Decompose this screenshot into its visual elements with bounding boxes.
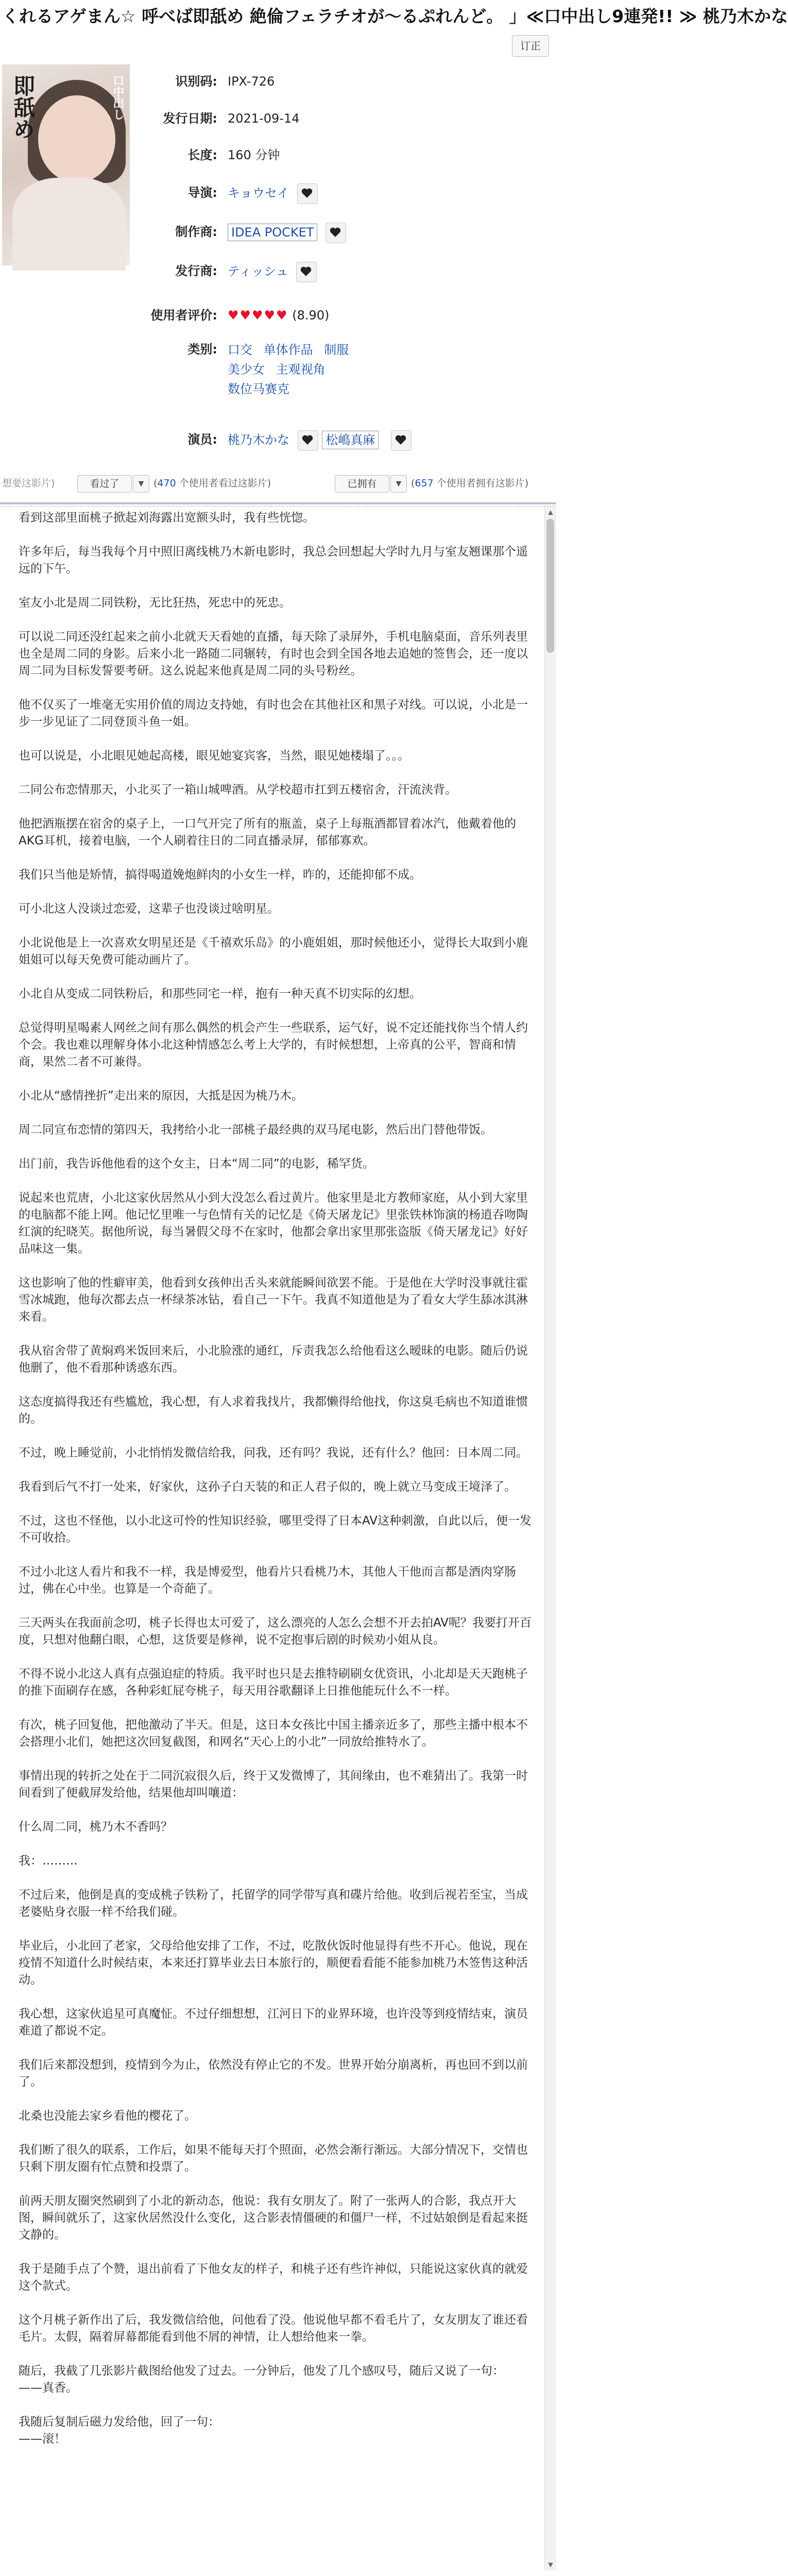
watched-count-text	[153, 473, 271, 494]
length-label: 长度:	[187, 148, 217, 162]
review-paragraph: 我从宿舍带了黄焖鸡米饭回来后，小北脸涨的通红，斥责我怎么给他看这么暧昧的电影。随后仍说他删了，他不看那种诱惑东西。	[19, 1344, 528, 1375]
genre-tag[interactable]: 数位马赛克	[228, 382, 289, 396]
heart-icon	[395, 435, 406, 445]
review-paragraph: 这也影响了他的性癖审美，他看到女孩伸出舌头来就能瞬间欲罢不能。于是他在大学时没事就往霍雪冰城跑，他每次都去点一杯绿茶冰钻，看自己一下午。我真不知道他是为了看女大学生舔冰淇淋来看。	[19, 1276, 528, 1324]
review-paragraph: 不得不说小北这人真有点强迫症的特质。我平时也只是去推特刷刷女优资讯，小北却是天天跑桃子的推下面刷存在感，各种彩虹屁夸桃子，每天用谷歌翻译上日推他能玩什么不一样。	[19, 1667, 528, 1698]
review-paragraph: 前两天朋友圈突然刷到了小北的新动态，他说：我有女朋友了。附了一张两人的合影，我点开大图，瞬间就乐了，这家伙居然没什么变化，这合影表情僵硬的和僵尸一样，不过姑娘倒是看起来挺文静的。	[19, 2194, 528, 2242]
cover-caption-left: 即舐め	[10, 75, 36, 140]
actor-link[interactable]: 松嶋真麻	[322, 431, 379, 449]
maker-cell	[228, 223, 537, 243]
review-paragraph: 他不仅买了一堆毫无实用价值的周边支持她，有时也会在其他社区和黑子对线。可以说，小北是一步一步见证了二同登顶斗鱼一姐。	[19, 698, 528, 728]
rating-label: 使用者评价:	[150, 308, 217, 323]
review-paragraph: 出门前，我告诉他他看的这个女主，日本“周二同”的电影，稀罕货。	[19, 1157, 374, 1171]
review-paragraph: 不过，晚上睡觉前，小北悄悄发微信给我，问我，还有吗？我说，还有什么？他回：日本周二同。	[19, 1446, 528, 1460]
genre-tag[interactable]: 制服	[324, 343, 349, 357]
review-paragraph: 小北说他是上一次喜欢女明星还是《千禧欢乐岛》的小鹿姐姐，那时候他还小，觉得长大取到小鹿姐姐可以每天免费可能动画片了。	[19, 936, 528, 967]
publisher-favorite-button[interactable]	[296, 262, 317, 282]
movie-cover-image[interactable]	[2, 64, 130, 265]
review-paragraph: 周二同宣布恋情的第四天，我拷给小北一部桃子最经典的双马尾电影，然后出门替他带饭。	[19, 1123, 492, 1137]
watched-count-link[interactable]: 470	[157, 478, 176, 489]
watched-count-open: (	[153, 478, 158, 489]
review-paragraph: 室友小北是周二同铁粉，无比狂热，死忠中的死忠。	[19, 596, 291, 609]
user-stats-bar	[0, 473, 556, 494]
review-paragraph: 我心想，这家伙追星可真魔怔。不过仔细想想，江河日下的业界环境，也许没等到疫情结束，演员难道了都说不定。	[19, 2007, 528, 2038]
correct-button[interactable]: 订正	[512, 35, 549, 57]
want-count-text: 想要这影片)	[2, 478, 55, 489]
scrollbar-thumb[interactable]	[546, 519, 554, 653]
actor-favorite-button[interactable]	[391, 430, 412, 451]
review-paragraph: 什么周二同，桃乃木不香吗？	[19, 1820, 173, 1834]
owned-count-suffix: 个使用者拥有这影片)	[433, 478, 529, 489]
owned-dropdown[interactable]: ▼	[390, 475, 407, 493]
maker-link[interactable]: IDEA POCKET	[228, 224, 317, 241]
review-paragraph: 小北自从变成二同铁粉后，和那些同宅一样，抱有一种天真不切实际的幻想。	[19, 987, 421, 1001]
actor-link[interactable]: 桃乃木かな	[228, 433, 289, 447]
review-paragraph: 我随后复制后磁力发给他，回了一句： ——滚！	[19, 2415, 220, 2446]
director-label: 导演:	[187, 185, 217, 200]
movie-title: くれるアゲまん☆ 呼べば即舐め 絶倫フェラチオが～るぷれんど。 」≪口中出し9連発!! ≫ 桃乃木かな	[2, 6, 788, 26]
maker-label: 制作商:	[175, 225, 217, 239]
genre-tag[interactable]: 主观视角	[276, 362, 326, 377]
id-label: 识别码:	[175, 74, 217, 89]
review-paragraph: 毕业后，小北回了老家，父母给他安排了工作，不过，吃散伙饭时他显得有些不开心。他说，现在疫情不知道什么时候结束，本来还打算毕业去日本旅行的，顺便看看能不能参加桃乃木签售这种活动。	[19, 1939, 528, 1987]
scroll-up-arrow-icon[interactable]: ▲	[548, 509, 553, 516]
review-paragraph: 二同公布恋情那天，小北买了一箱山城啤酒。从学校超市扛到五楼宿舍，汗流浃背。	[19, 783, 457, 796]
review-paragraph: 不过后来，他倒是真的变成桃子铁粉了，托留学的同学带写真和碟片给他。收到后视若至宝，当成老婆贴身衣服一样不给我们碰。	[19, 1888, 528, 1919]
review-paragraph: 事情出现的转折之处在于二同沉寂很久后，终于又发微博了，其间缘由，也不难猜出了。我第一时间看到了便截屏发给他，结果他却叫嚷道：	[19, 1769, 528, 1800]
review-paragraph: 我于是随手点了个赞，退出前看了下他女友的样子，和桃子还有些许神似，只能说这家伙真的就爱这个款式。	[19, 2262, 528, 2293]
director-cell	[228, 183, 537, 204]
watched-button[interactable]: 看过了	[77, 475, 132, 493]
rating-cell	[228, 306, 537, 325]
id-value: IPX-726	[228, 74, 275, 89]
review-paragraph: 可小北这人没谈过恋爱，这辈子也没谈过啥明星。	[19, 902, 279, 916]
review-scroll-area[interactable]	[0, 506, 543, 2570]
cast-label: 演员:	[187, 432, 217, 447]
review-panel	[0, 506, 556, 2570]
date-label: 发行日期:	[163, 111, 217, 126]
review-paragraph: 这态度搞得我还有些尴尬，我心想，有人求着我找片，我都懒得给他找，你这臭毛病也不知道谁惯的。	[19, 1395, 528, 1426]
review-paragraph: 有次，桃子回复他，把他激动了半天。但是，这日本女孩比中国主播亲近多了，那些主播中根本不会搭理小北们，她把这次回复截图，和网名“天心上的小北”一同放给推特水了。	[19, 1718, 528, 1749]
rating-hearts: ♥♥♥♥♥	[228, 308, 288, 323]
review-scrollbar[interactable]	[544, 506, 556, 2570]
review-paragraph: 我：………	[19, 1854, 78, 1868]
review-paragraph: 北桑也没能去家乡看他的樱花了。	[19, 2109, 196, 2123]
rating-value: (8.90)	[292, 308, 330, 323]
review-text	[19, 510, 539, 2465]
actor-favorite-button[interactable]	[298, 430, 318, 451]
heart-icon	[330, 227, 341, 238]
review-paragraph: 我们后来都没想到，疫情到今为止，依然没有停止它的不发。世界开始分崩离析，再也回不到以前了。	[19, 2058, 528, 2089]
heart-icon	[302, 435, 313, 445]
owned-count-link[interactable]: 657	[415, 478, 434, 489]
publisher-link[interactable]: ティッシュ	[228, 264, 288, 279]
genre-tag[interactable]: 单体作品	[263, 343, 313, 357]
review-paragraph: 也可以说是，小北眼见她起高楼，眼见她宴宾客，当然，眼见她楼塌了。。。	[19, 749, 409, 762]
maker-favorite-button[interactable]	[326, 223, 346, 243]
review-paragraph: 许多年后，每当我每个月中照旧离线桃乃木新电影时，我总会回想起大学时九月与室友翘课那个遥远的下午。	[19, 545, 528, 575]
review-paragraph: 三天两头在我面前念叨，桃子长得也太可爱了，这么漂亮的人怎么会想不开去拍AV呢？我要打开百度，只想对他翻白眼，心想，这货要是修禅，说不定抱事后剧的时候劝小姐从良。	[19, 1616, 532, 1647]
page-header	[0, 0, 788, 64]
watched-count-suffix: 个使用者看过这影片)	[176, 478, 271, 489]
scroll-down-arrow-icon[interactable]: ▼	[548, 2561, 553, 2568]
section-divider	[0, 502, 556, 504]
publisher-label: 发行商:	[175, 264, 217, 278]
review-paragraph: 随后，我截了几张影片截图给他发了过去。一分钟后，他发了几个感叹号，随后又说了一句： ——真香。	[19, 2364, 504, 2395]
publisher-cell	[228, 262, 537, 282]
genre-label: 类别:	[187, 342, 217, 357]
review-paragraph: 我们只当他是矫情，搞得喝道娩炮鲜肉的小女生一样，昨的，还能抑郁不成。	[19, 868, 421, 882]
owned-button[interactable]: 已拥有	[335, 475, 389, 493]
review-paragraph: 他把酒瓶摆在宿舍的桌子上，一口气开完了所有的瓶盖，桌子上每瓶酒都冒着冰汽，他戴着他的AKG耳机，接着电脑，一个人刷着往日的二同直播录屏，郁郁寡欢。	[19, 817, 516, 848]
review-paragraph: 我们断了很久的联系，工作后，如果不能每天打个照面，必然会渐行渐远。大部分情况下，交情也只剩下朋友圈有忙点赞和投票了。	[19, 2143, 528, 2174]
cover-figure-face	[38, 95, 115, 183]
owned-count-text	[411, 473, 528, 494]
heart-icon	[300, 266, 312, 277]
director-favorite-button[interactable]	[297, 183, 318, 204]
cover-figure-body	[12, 178, 126, 270]
date-value: 2021-09-14	[228, 111, 300, 126]
review-paragraph: 总觉得明星喝素人网丝之间有那么偶然的机会产生一些联系，运气好，说不定还能找你当个情人约个会。我也难以理解身体小北这种情感怎么考上大学的，有时候想想，上帝真的公平，智商和情商，果然二者不可兼得。	[19, 1021, 528, 1069]
genre-tag[interactable]: 口交	[228, 343, 252, 357]
review-paragraph: 这个月桃子新作出了后，我发微信给他，问他看了没。他说他早都不看毛片了，女友朋友了谁还看毛片。太假，隔着屏幕都能看到他不屑的神情，让人想给他来一拳。	[19, 2313, 528, 2344]
genre-tag[interactable]: 美少女	[228, 362, 265, 377]
cover-caption-right: 口中出し	[111, 75, 124, 120]
review-paragraph: 说起来也荒唐，小北这家伙居然从小到大没怎么看过黄片。他家里是北方教师家庭，从小到大家里的电脑都不能上网。他记忆里唯一与色情有关的记忆是《倚天屠龙记》里张铁林饰演的杨逍吞吻陶红演的纪晓芙。据他所说，每当暑假父母不在家时，他都会拿出家里那张盗版《倚天屠龙记》好好品味这一集。	[19, 1191, 528, 1256]
review-paragraph: 不过小北这人看片和我不一样，我是博爱型，他看片只看桃乃木，其他人干他而言都是酒肉穿肠过，佛在心中坐。也算是一个奇葩了。	[19, 1565, 516, 1596]
cast-list	[228, 430, 537, 451]
review-paragraph: 可以说二同还没红起来之前小北就天天看她的直播，每天除了录屏外，手机电脑桌面，音乐列表里也全是周二同的身影。后来小北一路随二同辗转，有时也会到全国各地去追她的签售会，还一度以周二同为目标发誓要考研。这么说起来他真是周二同的头号粉丝。	[19, 630, 528, 677]
director-link[interactable]: キョウセイ	[228, 186, 289, 200]
review-paragraph: 小北从“感情挫折”走出来的原因，大抵是因为桃乃木。	[19, 1089, 303, 1103]
owned-count-open: (	[411, 478, 415, 489]
review-paragraph: 看到这部里面桃子掀起刘海露出宽额头时，我有些恍惚。	[19, 511, 315, 524]
review-paragraph: 不过，这也不怪他，以小北这可怜的性知识经验，哪里受得了日本AV这种刺激，自此以后，便一发不可收拾。	[19, 1514, 532, 1545]
heart-icon	[301, 188, 313, 198]
watched-dropdown[interactable]: ▼	[133, 475, 149, 493]
review-paragraph: 我看到后气不打一处来，好家伙，这孙子白天装的和正人君子似的，晚上就立马变成王境泽了。	[19, 1480, 516, 1494]
genre-list	[228, 340, 537, 399]
length-value: 160 分钟	[228, 148, 280, 162]
